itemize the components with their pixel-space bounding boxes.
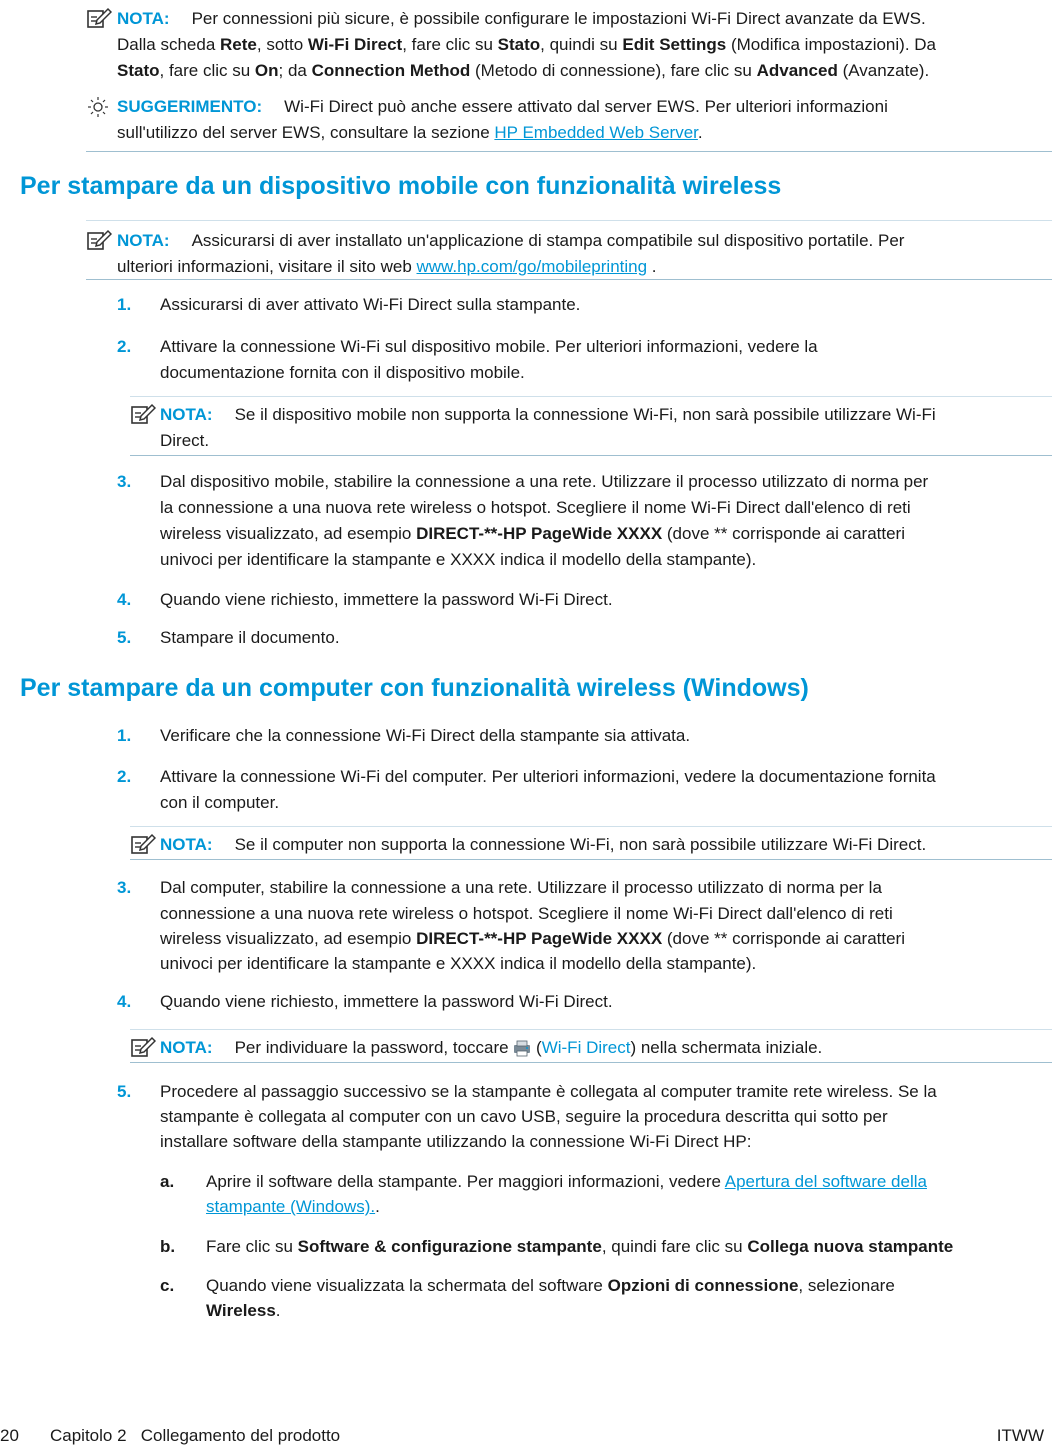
note-label: NOTA: [117, 9, 170, 28]
step-text: installare software della stampante utilizzando la connessione Wi-Fi Direct HP: [160, 1132, 752, 1151]
step-text: Quando viene richiesto, immettere la password Wi-Fi Direct. [160, 590, 613, 609]
step-text: documentazione fornita con il dispositivo mobile. [160, 363, 525, 382]
wifi-direct-icon [513, 1039, 531, 1057]
substep-text: Aprire il software della stampante. Per maggiori informazioni, vedere Apertura del software della [206, 1172, 927, 1191]
note-icon [130, 1035, 156, 1059]
step-number: 4. [117, 992, 132, 1011]
divider [130, 859, 1052, 860]
substep-letter: b. [160, 1237, 176, 1256]
step-text: Procedere al passaggio successivo se la stampante è collegata al computer tramite rete wireless. Se la [160, 1082, 937, 1101]
step-number: 2. [117, 337, 132, 356]
divider [130, 455, 1052, 456]
step-text: Stampare il documento. [160, 628, 340, 647]
chapter-title: Capitolo 2 Collegamento del prodotto [50, 1426, 341, 1445]
note-line-3: Stato, fare clic su On; da Connection Method (Metodo di connessione), fare clic su Advanced (Avanzate). [117, 61, 930, 80]
step-text: Dal computer, stabilire la connessione a una rete. Utilizzare il processo utilizzato di norma per la [160, 878, 882, 897]
page-number: 20 [0, 1426, 19, 1445]
step-number: 3. [117, 472, 132, 491]
note-icon [130, 832, 156, 856]
step-number: 2. [117, 767, 132, 786]
footer-code: ITWW [996, 1426, 1044, 1445]
divider [130, 826, 1052, 827]
step-text: la connessione a una nuova rete wireless o hotspot. Scegliere il nome Wi-Fi Direct dall'elenco di reti [160, 498, 911, 517]
divider [86, 279, 1052, 280]
step-text: univoci per identificare la stampante e XXXX indica il modello della stampante). [160, 954, 757, 973]
note-icon [86, 228, 112, 252]
note-line-2: Dalla scheda Rete, sotto Wi-Fi Direct, fare clic su Stato, quindi su Edit Settings (Modifica impostazioni). Da [117, 35, 937, 54]
divider [86, 220, 1052, 221]
note-line-1: NOTA: Assicurarsi di aver installato un'applicazione di stampa compatibile sul dispositivo portatile. Per [117, 231, 905, 250]
note-line-2: ulteriori informazioni, visitare il sito web www.hp.com/go/mobileprinting . [117, 257, 657, 276]
step-text: univoci per identificare la stampante e XXXX indica il modello della stampante). [160, 550, 757, 569]
substep-text: stampante (Windows).. [206, 1197, 380, 1216]
substep-letter: c. [160, 1276, 175, 1295]
note-icon [130, 402, 156, 426]
step-text: wireless visualizzato, ad esempio DIRECT-**-HP PageWide XXXX (dove ** corrisponde ai caratteri [160, 929, 905, 948]
step-number: 1. [117, 726, 132, 745]
mobileprinting-link[interactable]: www.hp.com/go/mobileprinting [416, 257, 648, 276]
section-heading-windows: Per stampare da un computer con funzionalità wireless (Windows) [20, 674, 809, 702]
step-text: Assicurarsi di aver attivato Wi-Fi Direct sulla stampante. [160, 295, 581, 314]
divider [130, 396, 1052, 397]
step-text: connessione a una nuova rete wireless o hotspot. Scegliere il nome Wi-Fi Direct dall'elenco di reti [160, 904, 893, 923]
divider [86, 151, 1052, 152]
step-text: Attivare la connessione Wi-Fi del computer. Per ulteriori informazioni, vedere la documentazione fornita [160, 767, 936, 786]
apertura-software-link[interactable]: Apertura del software della [724, 1172, 927, 1191]
note-icon [86, 6, 112, 30]
step-number: 1. [117, 295, 132, 314]
tip-line-2: sull'utilizzo del server EWS, consultare la sezione HP Embedded Web Server. [117, 123, 703, 142]
step-text: Attivare la connessione Wi-Fi sul dispositivo mobile. Per ulteriori informazioni, vedere la [160, 337, 818, 356]
step-text: con il computer. [160, 793, 280, 812]
step-number: 3. [117, 878, 132, 897]
tip-line-1: SUGGERIMENTO: Wi-Fi Direct può anche essere attivato dal server EWS. Per ulteriori informazioni [117, 97, 888, 116]
step-text: stampante è collegata al computer con un cavo USB, seguire la procedura descritta qui sotto per [160, 1107, 888, 1126]
substep-text: Quando viene visualizzata la schermata del software Opzioni di connessione, selezionare [206, 1276, 895, 1295]
step-number: 5. [117, 628, 132, 647]
substep-text: Wireless. [206, 1301, 281, 1320]
divider [130, 1029, 1052, 1030]
hp-ews-link[interactable]: HP Embedded Web Server [494, 123, 698, 142]
wifi-direct-link[interactable]: Wi-Fi Direct [541, 1038, 631, 1057]
tip-label: SUGGERIMENTO: [117, 97, 263, 116]
step-text: Verificare che la connessione Wi-Fi Direct della stampante sia attivata. [160, 726, 691, 745]
substep-letter: a. [160, 1172, 175, 1191]
note-line-1: NOTA: Per connessioni più sicure, è possibile configurare le impostazioni Wi-Fi Direct avanzate da EWS. [117, 9, 926, 28]
step-number: 4. [117, 590, 132, 609]
substep-text: Fare clic su Software & configurazione stampante, quindi fare clic su Collega nuova stampante [206, 1237, 954, 1256]
step-text: Quando viene richiesto, immettere la password Wi-Fi Direct. [160, 992, 613, 1011]
lightbulb-icon [86, 95, 110, 119]
step-number: 5. [117, 1082, 132, 1101]
note-line-2: Direct. [160, 431, 210, 450]
step-text: wireless visualizzato, ad esempio DIRECT-**-HP PageWide XXXX (dove ** corrisponde ai caratteri [160, 524, 905, 543]
section-heading-mobile: Per stampare da un dispositivo mobile con funzionalità wireless [20, 172, 782, 200]
step-text: Dal dispositivo mobile, stabilire la connessione a una rete. Utilizzare il processo utilizzato di norma per [160, 472, 929, 491]
apertura-software-link[interactable]: stampante (Windows). [206, 1197, 376, 1216]
note-line-1: NOTA: Per individuare la password, toccare (Wi-Fi Direct) nella schermata iniziale. [160, 1038, 823, 1057]
note-line-1: NOTA: Se il dispositivo mobile non supporta la connessione Wi-Fi, non sarà possibile utilizzare Wi-Fi [160, 405, 936, 424]
divider [130, 1062, 1052, 1063]
note-line-1: NOTA: Se il computer non supporta la connessione Wi-Fi, non sarà possibile utilizzare Wi-Fi Direct. [160, 835, 927, 854]
